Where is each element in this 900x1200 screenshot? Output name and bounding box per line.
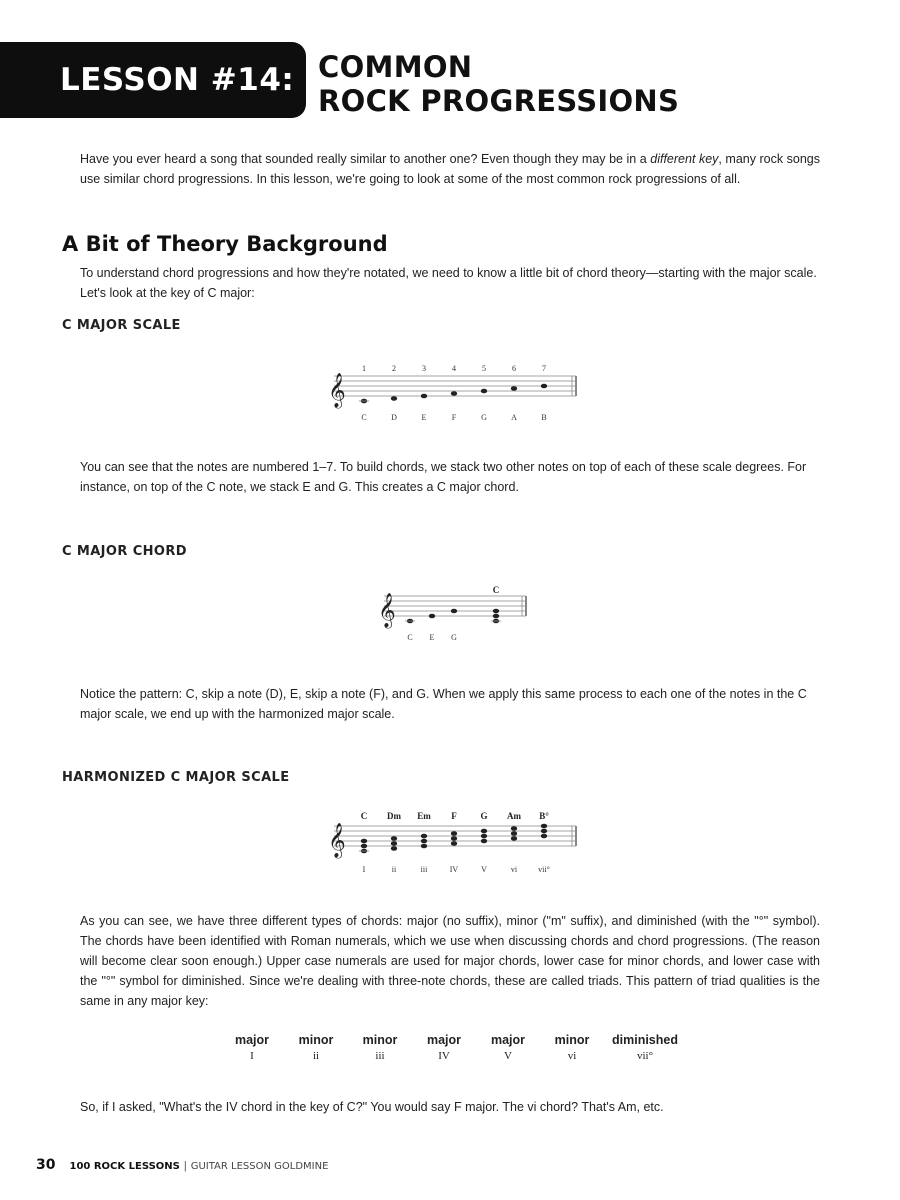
intro-emphasis: different key [650, 152, 719, 166]
treble-clef-icon: 𝄞 [328, 823, 346, 858]
svg-text:E: E [421, 413, 427, 422]
intro-paragraph: Have you ever heard a song that sounded really similar to another one? Even though they may be in a different key, many rock songs use similar chord progressions. In this lesson, we're going to look at some of the most common rock progressions of all. [80, 152, 821, 186]
numeral-cell: iii [375, 1050, 385, 1062]
svg-text:C: C [360, 811, 368, 821]
lesson-title [318, 50, 878, 118]
svg-text:Em: Em [417, 811, 431, 821]
lesson-label: LESSON #14: [60, 62, 295, 98]
page-number: 30 [36, 1157, 56, 1173]
svg-text:ii: ii [391, 865, 397, 874]
svg-text:G: G [480, 811, 488, 821]
triad-quality-table [220, 1033, 690, 1062]
series-title: GUITAR LESSON GOLDMINE [190, 1161, 329, 1172]
treble-clef-icon: 𝄞 [328, 373, 346, 408]
quality-row [220, 1033, 690, 1047]
svg-text:D: D [391, 413, 397, 422]
quality-cell: major [490, 1033, 526, 1047]
chord-label: C MAJOR CHORD [62, 544, 187, 559]
svg-text:E: E [429, 633, 435, 642]
numeral-cell: V [504, 1050, 512, 1062]
svg-text:vi: vi [510, 865, 518, 874]
harmonized-label: HARMONIZED C MAJOR SCALE [62, 770, 290, 785]
quality-cell: major [426, 1033, 462, 1047]
svg-text:Dm: Dm [387, 811, 401, 821]
numeral-cell: I [250, 1050, 254, 1062]
svg-text:F: F [451, 811, 457, 821]
svg-text:2: 2 [392, 364, 396, 373]
svg-text:A: A [511, 413, 517, 422]
page-footer [36, 1157, 328, 1173]
c-major-chord-staff [370, 582, 540, 652]
svg-text:G: G [481, 413, 487, 422]
section-heading: A Bit of Theory Background [62, 232, 388, 256]
scale-label: C MAJOR SCALE [62, 318, 181, 333]
svg-text:C: C [407, 633, 413, 642]
svg-text:V: V [481, 865, 487, 874]
numbering-paragraph: You can see that the notes are numbered 1–7. To build chords, we stack two other notes on top of each of these scale degrees. For instance, on top of the C note, we stack E and G. This creates a C major chord. [80, 460, 807, 494]
svg-text:G: G [451, 633, 457, 642]
pattern-paragraph: Notice the pattern: C, skip a note (D), E, skip a note (F), and G. When we apply this same process to each one of the notes in the C major scale, we end up with the harmonized major scale. [80, 687, 807, 721]
title-line-2: ROCK PROGRESSIONS [318, 84, 680, 118]
quality-cell: minor [298, 1033, 334, 1047]
svg-text:B: B [541, 413, 547, 422]
harmonized-scale-staff [320, 808, 590, 880]
book-title: 100 ROCK LESSONS [69, 1161, 180, 1172]
svg-text:6: 6 [512, 364, 516, 373]
quality-cell: minor [554, 1033, 590, 1047]
numeral-cell: ii [312, 1050, 320, 1062]
svg-text:C: C [361, 413, 367, 422]
c-major-scale-staff [320, 362, 590, 432]
quality-cell: minor [362, 1033, 398, 1047]
closing-paragraph: So, if I asked, "What's the IV chord in the key of C?" You would say F major. The vi chord? That's Am, etc. [80, 1100, 664, 1114]
quality-cell: diminished [612, 1033, 678, 1047]
svg-text:3: 3 [422, 364, 426, 373]
lesson-tab [0, 42, 306, 118]
title-line-1: COMMON [318, 50, 473, 84]
svg-text:I: I [362, 865, 366, 874]
theory-paragraph: To understand chord progressions and how they're notated, we need to know a little bit of chord theory—starting with the major scale. Let's look at the key of C major: [80, 266, 817, 300]
svg-text:IV: IV [449, 865, 459, 874]
svg-text:F: F [451, 413, 457, 422]
numeral-cell: vii° [636, 1050, 653, 1062]
svg-text:5: 5 [482, 364, 486, 373]
quality-cell: major [234, 1033, 270, 1047]
svg-text:vii°: vii° [538, 865, 550, 874]
treble-clef-icon: 𝄞 [378, 593, 396, 628]
svg-text:4: 4 [452, 364, 456, 373]
svg-text:iii: iii [420, 865, 428, 874]
numeral-row [220, 1047, 690, 1062]
svg-text:Am: Am [507, 811, 521, 821]
numeral-cell: vi [567, 1050, 577, 1062]
svg-text:1: 1 [362, 364, 366, 373]
svg-text:B°: B° [539, 811, 549, 821]
numeral-cell: IV [438, 1050, 450, 1062]
footer-separator: | [183, 1160, 187, 1172]
svg-text:C: C [492, 585, 500, 595]
chord-types-paragraph: As you can see, we have three different types of chords: major (no suffix), minor ("m" suffix), and diminished (with the "°" symbol). The chords have been identified with Roman numerals, which we use when discussing chords and chord progressions. (The reason will become clear soon enough.) Upper case numerals are used for major chords, lower case for minor chords, and lower case with the "°" symbol for diminished. Since we're dealing with three-note chords, these are called triads. This pattern of triad qualities is the same in any major key: [80, 914, 820, 1008]
svg-text:7: 7 [542, 364, 546, 373]
